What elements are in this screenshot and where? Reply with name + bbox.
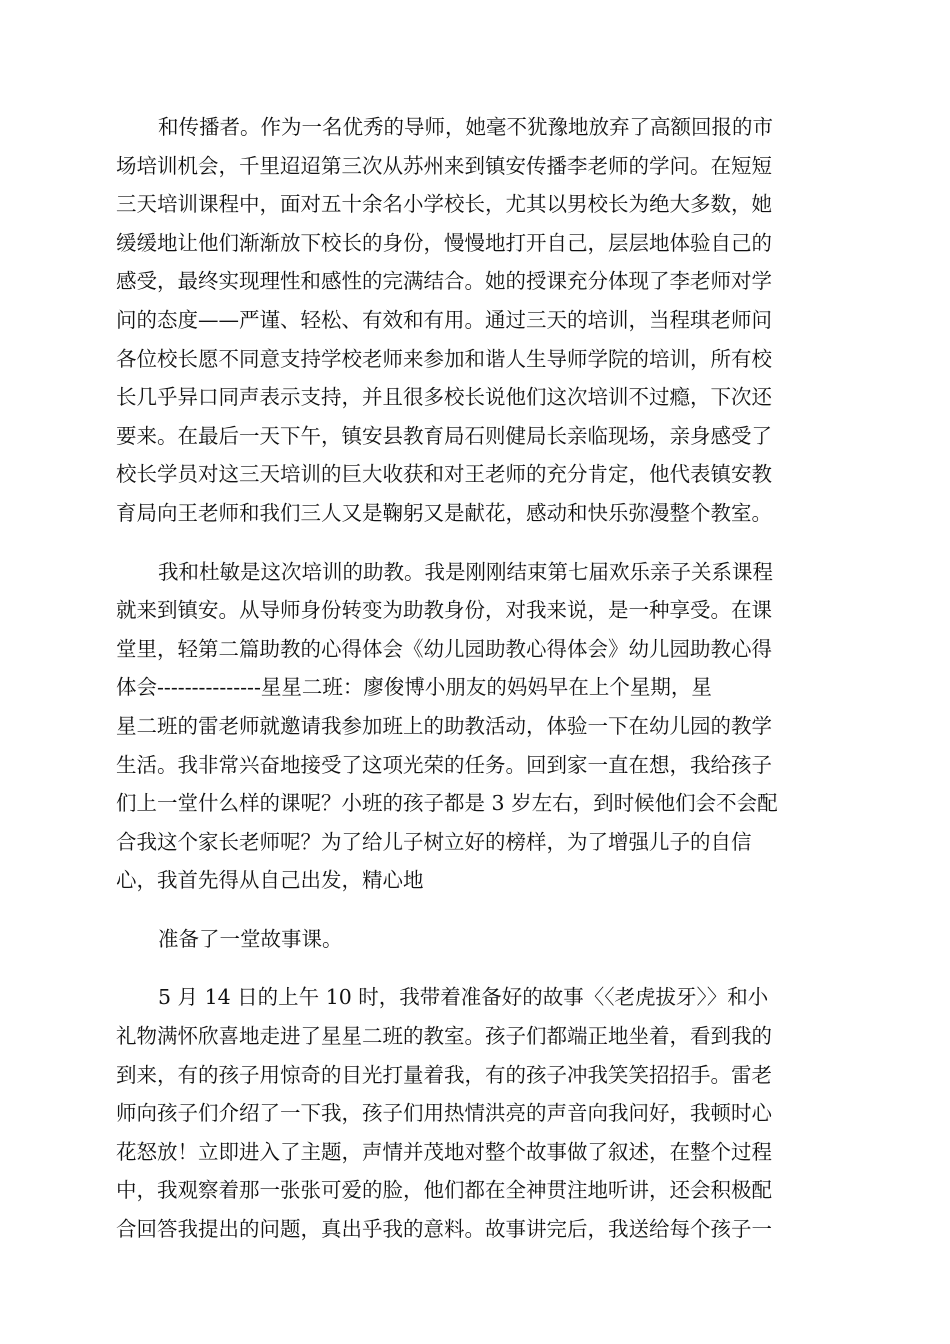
paragraph-story-day — [116, 978, 836, 1248]
text-line: 体会---------------星星二班：廖俊博小朋友的妈妈早在上个星期，星 — [116, 675, 712, 700]
text-line: 礼物满怀欣喜地走进了星星二班的教室。孩子们都端正地坐着，看到我的 — [116, 1024, 772, 1049]
text-line: 师向孩子们介绍了一下我，孩子们用热情洪亮的声音向我问好，我顿时心 — [116, 1101, 772, 1126]
text-line: 校长学员对这三天培训的巨大收获和对王老师的充分肯定，他代表镇安教 — [116, 462, 772, 487]
paragraph-spacer — [116, 958, 836, 978]
text-line: 合我这个家长老师呢？为了给儿子树立好的榜样，为了增强儿子的自信 — [116, 829, 752, 854]
text-line: 们上一堂什么样的课呢？小班的孩子都是 3 岁左右，到时候他们会不会配 — [116, 791, 778, 816]
text-line: 合回答我提出的问题，真出乎我的意料。故事讲完后，我送给每个孩子一 — [116, 1217, 772, 1242]
text-line: 场培训机会，千里迢迢第三次从苏州来到镇安传播李老师的学问。在短短 — [116, 153, 772, 178]
text-line: 花怒放！立即进入了主题，声情并茂地对整个故事做了叙述，在整个过程 — [116, 1139, 772, 1164]
text-line: 到来，有的孩子用惊奇的目光打量着我，有的孩子冲我笑笑招招手。雷老 — [116, 1062, 772, 1087]
text-line: 心，我首先得从自己出发，精心地 — [116, 868, 424, 893]
text-line: 要来。在最后一天下午，镇安县教育局石则健局长亲临现场，亲身感受了 — [116, 423, 772, 448]
document-body — [116, 108, 836, 1249]
text-line: 中，我观察着那一张张可爱的脸，他们都在全神贯注地听讲，还会积极配 — [116, 1178, 772, 1203]
text-line: 感受，最终实现理性和感性的完满结合。她的授课充分体现了李老师对学 — [116, 269, 772, 294]
paragraph-trainer — [116, 108, 836, 533]
text-line: 和传播者。作为一名优秀的导师，她毫不犹豫地放弃了高额回报的市 — [158, 115, 773, 139]
paragraph-spacer — [116, 900, 836, 920]
text-line: 长几乎异口同声表示支持，并且很多校长说他们这次培训不过瘾，下次还 — [116, 385, 772, 410]
text-line: 准备了一堂故事课。 — [158, 926, 343, 951]
text-line: 三天培训课程中，面对五十余名小学校长，尤其以男校长为绝大多数，她 — [116, 192, 772, 217]
text-line: 星二班的雷老师就邀请我参加班上的助教活动，体验一下在幼儿园的教学 — [116, 713, 772, 738]
text-line: 5 月 14 日的上午 10 时，我带着准备好的故事〈〈老虎拔牙〉〉和小 — [158, 985, 769, 1010]
text-line: 问的态度——严谨、轻松、有效和有用。通过三天的培训，当程琪老师问 — [116, 307, 772, 332]
paragraph-spacer — [116, 533, 836, 553]
text-line: 堂里，轻第二篇助教的心得体会《幼儿园助教心得体会》幼儿园助教心得 — [116, 636, 772, 661]
text-line: 缓缓地让他们渐渐放下校长的身份，慢慢地打开自己，层层地体验自己的 — [116, 230, 772, 255]
text-line: 生活。我非常兴奋地接受了这项光荣的任务。回到家一直在想，我给孩子 — [116, 752, 772, 777]
paragraph-story-prep — [116, 920, 836, 959]
text-line: 我和杜敏是这次培训的助教。我是刚刚结束第七届欢乐亲子关系课程 — [158, 559, 773, 584]
text-line: 就来到镇安。从导师身份转变为助教身份，对我来说，是一种享受。在课 — [116, 598, 772, 623]
paragraph-assistant — [116, 553, 836, 900]
text-line: 育局向王老师和我们三人又是鞠躬又是献花，感动和快乐弥漫整个教室。 — [116, 500, 772, 525]
text-line: 各位校长愿不同意支持学校老师来参加和谐人生导师学院的培训，所有校 — [116, 346, 772, 371]
